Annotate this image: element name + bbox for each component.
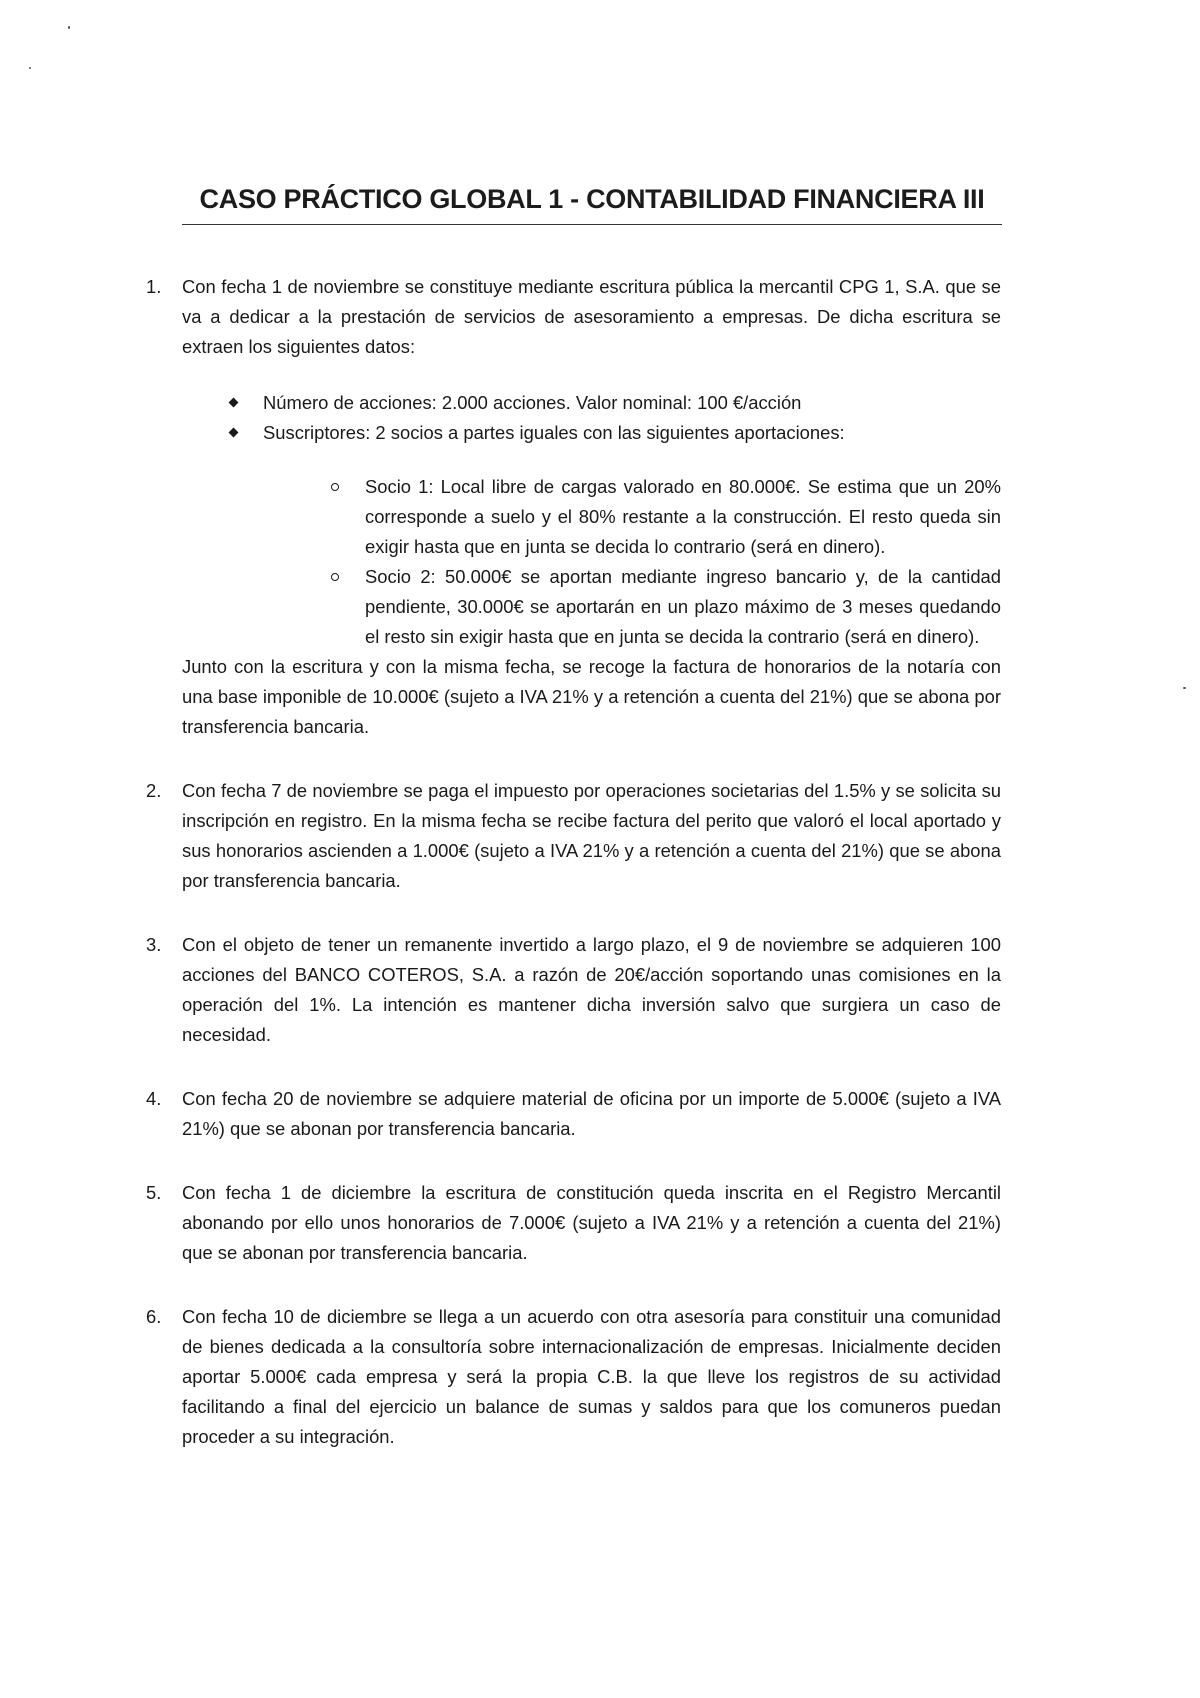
item-text: Con fecha 1 de diciembre la escritura de constitución queda inscrita en el Registro Mercantil abonando por ello unos honorarios de 7.000€ (sujeto a IVA 21% y a retención a cuenta del 21%) que se abonan por transferencia bancaria.: [182, 1182, 1001, 1263]
circle-bullet-icon: [331, 573, 339, 581]
item-text: Con el objeto de tener un remanente invertido a largo plazo, el 9 de noviembre se adquieren 100 acciones del BANCO COTEROS, S.A. a razón de 20€/acción soportando unas comisiones en la operación del 1%. La intención es mantener dicha inversión salvo que surgiera un caso de necesidad.: [182, 934, 1001, 1045]
exercise-item-3: [146, 930, 1001, 1050]
title-underline: [182, 224, 1002, 225]
bullet-icon: [229, 428, 239, 438]
exercise-item-1: [146, 272, 1001, 742]
bullet-list: [182, 388, 1001, 652]
exercise-item-2: [146, 776, 1001, 896]
circle-bullet-icon: [331, 483, 339, 491]
scan-speck: [1183, 687, 1186, 689]
item-after-text: Junto con la escritura y con la misma fecha, se recoge la factura de honorarios de la notaría con una base imponible de 10.000€ (sujeto a IVA 21% y a retención a cuenta del 21%) que se abona por transferencia bancaria.: [182, 656, 1001, 737]
bullet-text: Suscriptores: 2 socios a partes iguales con las siguientes aportaciones:: [263, 422, 845, 443]
item-text: Con fecha 20 de noviembre se adquiere material de oficina por un importe de 5.000€ (sujeto a IVA 21%) que se abonan por transferencia bancaria.: [182, 1088, 1001, 1139]
bullet-text: Número de acciones: 2.000 acciones. Valor nominal: 100 €/acción: [263, 392, 802, 413]
exercise-item-4: [146, 1084, 1001, 1144]
item-text: Con fecha 1 de noviembre se constituye mediante escritura pública la mercantil CPG 1, S.A. que se va a dedicar a la prestación de servicios de asesoramiento a empresas. De dicha escritura se extraen los siguientes datos:: [182, 276, 1001, 357]
item-number: 2.: [146, 780, 162, 801]
bullet-icon: [229, 398, 239, 408]
exercise-item-5: [146, 1178, 1001, 1268]
item-number: 6.: [146, 1306, 162, 1327]
item-text: Con fecha 7 de noviembre se paga el impuesto por operaciones societarias del 1.5% y se solicita su inscripción en registro. En la misma fecha se recibe factura del perito que valoró el local aportado y sus honorarios ascienden a 1.000€ (sujeto a IVA 21% y a retención a cuenta del 21%) que se abona por transferencia bancaria.: [182, 780, 1001, 891]
bullet-item: [230, 418, 1001, 652]
exercise-item-6: [146, 1302, 1001, 1452]
document-title: CASO PRÁCTICO GLOBAL 1 - CONTABILIDAD FINANCIERA III: [199, 184, 985, 214]
sub-bullet-item: [331, 562, 1001, 652]
scan-speck: [68, 26, 70, 29]
item-text: Con fecha 10 de diciembre se llega a un acuerdo con otra asesoría para constituir una comunidad de bienes dedicada a la consultoría sobre internacionalización de empresas. Inicialmente deciden aportar 5.000€ cada empresa y será la propia C.B. la que lleve los registros de su actividad facilitando a final del ejercicio un balance de sumas y saldos para que los comuneros puedan proceder a su integración.: [182, 1306, 1001, 1447]
item-number: 3.: [146, 934, 162, 955]
sub-bullet-item: [331, 472, 1001, 562]
sub-bullet-text: Socio 2: 50.000€ se aportan mediante ingreso bancario y, de la cantidad pendiente, 30.000€ se aportarán en un plazo máximo de 3 meses quedando el resto sin exigir hasta que en junta se decida la contrario (será en dinero).: [365, 566, 1001, 647]
item-number: 1.: [146, 276, 162, 297]
sub-bullet-text: Socio 1: Local libre de cargas valorado en 80.000€. Se estima que un 20% corresponde a suelo y el 80% restante a la construcción. El resto queda sin exigir hasta que en junta se decida lo contrario (será en dinero).: [365, 476, 1001, 557]
item-number: 4.: [146, 1088, 162, 1109]
scan-speck: [29, 67, 31, 69]
sub-bullet-list: [263, 472, 1001, 652]
item-number: 5.: [146, 1182, 162, 1203]
bullet-item: [230, 388, 1001, 418]
exercise-list: [146, 272, 1001, 1486]
